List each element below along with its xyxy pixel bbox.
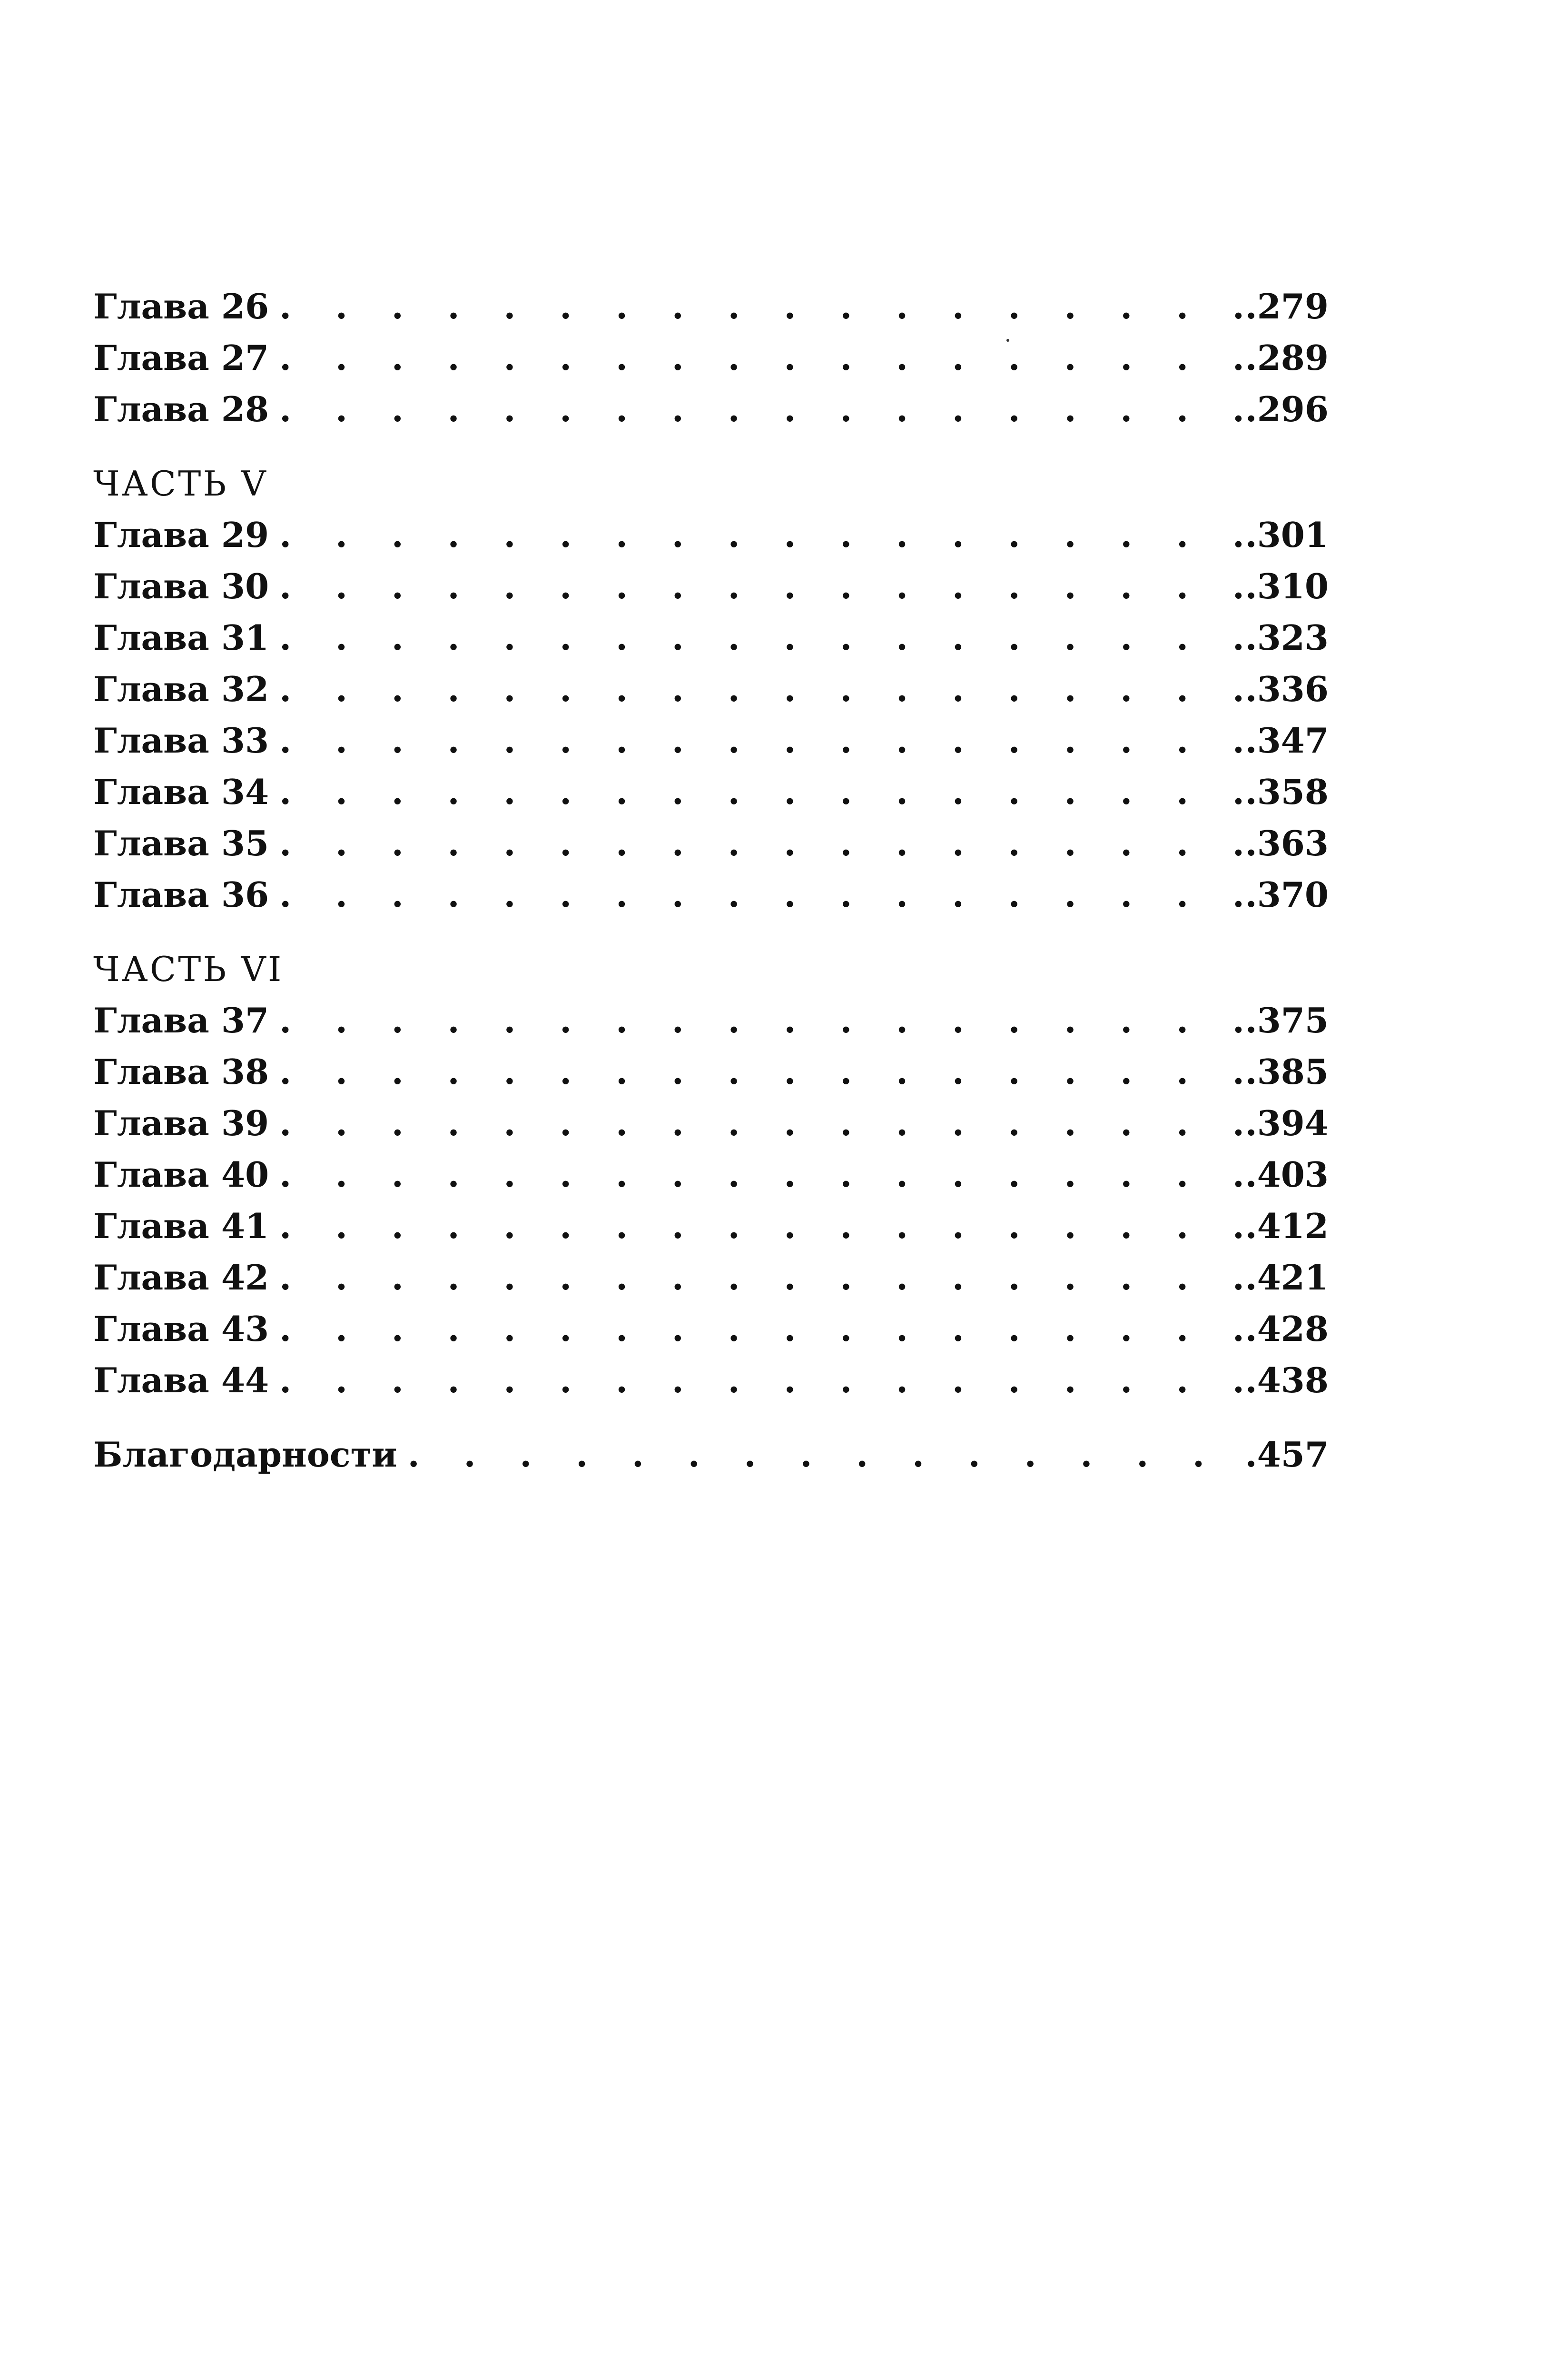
toc-entry-chapter-35[interactable] [93, 818, 1329, 869]
toc-entry-chapter-36[interactable] [93, 869, 1329, 921]
entry-page-number: .421 [1245, 1257, 1329, 1298]
entry-title: Глава 29 [93, 515, 269, 555]
dot-leader [279, 766, 1242, 818]
dot-leader [279, 995, 1242, 1046]
entry-title: Глава 30 [93, 566, 269, 606]
dot-leader [279, 612, 1242, 664]
entry-title: Глава 42 [93, 1257, 269, 1298]
entry-title: Глава 36 [93, 874, 269, 915]
entry-page-number: .358 [1245, 772, 1329, 812]
entry-title: Глава 37 [93, 1000, 269, 1041]
entry-title: Глава 40 [93, 1154, 269, 1195]
toc-entry-chapter-41[interactable] [93, 1200, 1329, 1252]
toc-entry-chapter-26[interactable] [93, 281, 1329, 332]
table-of-contents [93, 281, 1329, 1480]
entry-title: Глава 26 [93, 286, 269, 327]
entry-page-number: .375 [1245, 1000, 1329, 1041]
entry-title: Глава 38 [93, 1051, 269, 1092]
dot-leader [279, 1046, 1242, 1098]
dot-leader [279, 818, 1242, 869]
entry-page-number: .301 [1245, 515, 1329, 555]
dot-leader [279, 509, 1242, 561]
toc-entry-chapter-33[interactable] [93, 715, 1329, 766]
entry-page-number: .310 [1245, 566, 1329, 606]
toc-entry-chapter-34[interactable] [93, 766, 1329, 818]
dot-leader [279, 1149, 1242, 1200]
dot-leader [279, 384, 1242, 435]
toc-entry-chapter-32[interactable] [93, 664, 1329, 715]
entry-page-number: .363 [1245, 823, 1329, 863]
dot-leader [279, 1303, 1242, 1355]
entry-title: Глава 44 [93, 1360, 269, 1400]
toc-entry-chapter-27[interactable] [93, 332, 1329, 384]
entry-page-number: .347 [1245, 720, 1329, 761]
dot-leader [279, 561, 1242, 612]
entry-page-number: .412 [1245, 1206, 1329, 1246]
toc-entry-chapter-38[interactable] [93, 1046, 1329, 1098]
entry-page-number: .279 [1245, 286, 1329, 327]
part-heading-6: ЧАСТЬ VI [93, 949, 284, 989]
entry-page-number: .289 [1245, 337, 1329, 378]
entry-title: Благодарности [93, 1434, 397, 1475]
entry-title: Глава 43 [93, 1309, 269, 1349]
dot-leader [408, 1429, 1242, 1480]
part-heading-5: ЧАСТЬ V [93, 464, 268, 504]
entry-page-number: .457 [1245, 1434, 1329, 1475]
entry-title: Глава 34 [93, 772, 269, 812]
toc-entry-chapter-39[interactable] [93, 1098, 1329, 1149]
entry-page-number: .394 [1245, 1103, 1329, 1143]
toc-entry-chapter-30[interactable] [93, 561, 1329, 612]
entry-page-number: .370 [1245, 874, 1329, 915]
dot-leader [279, 664, 1242, 715]
toc-entry-chapter-37[interactable] [93, 995, 1329, 1046]
dot-leader [279, 1252, 1242, 1303]
entry-title: Глава 33 [93, 720, 269, 761]
dot-leader [279, 1355, 1242, 1406]
section-gap [93, 1406, 1329, 1429]
entry-title: Глава 27 [93, 337, 269, 378]
entry-title: Глава 28 [93, 389, 269, 429]
entry-title: Глава 31 [93, 617, 269, 658]
dot-leader [279, 1200, 1242, 1252]
dot-leader [279, 281, 1242, 332]
entry-title: Глава 32 [93, 669, 269, 709]
entry-page-number: .296 [1245, 389, 1329, 429]
toc-entry-chapter-42[interactable] [93, 1252, 1329, 1303]
entry-page-number: .385 [1245, 1051, 1329, 1092]
entry-page-number: .336 [1245, 669, 1329, 709]
toc-entry-chapter-28[interactable] [93, 384, 1329, 435]
dot-leader [279, 869, 1242, 921]
toc-entry-chapter-31[interactable] [93, 612, 1329, 664]
toc-entry-chapter-29[interactable] [93, 509, 1329, 561]
entry-title: Глава 39 [93, 1103, 269, 1143]
entry-title: Глава 41 [93, 1206, 269, 1246]
entry-page-number: .323 [1245, 617, 1329, 658]
entry-page-number: .438 [1245, 1360, 1329, 1400]
entry-title: Глава 35 [93, 823, 269, 863]
dot-leader [279, 1098, 1242, 1149]
dot-leader [279, 332, 1242, 384]
toc-entry-acknowledgements[interactable] [93, 1429, 1329, 1480]
print-speck [1006, 339, 1009, 342]
dot-leader [279, 715, 1242, 766]
entry-page-number: .403 [1245, 1154, 1329, 1195]
toc-entry-chapter-44[interactable] [93, 1355, 1329, 1406]
entry-page-number: .428 [1245, 1309, 1329, 1349]
toc-entry-chapter-40[interactable] [93, 1149, 1329, 1200]
toc-entry-chapter-43[interactable] [93, 1303, 1329, 1355]
